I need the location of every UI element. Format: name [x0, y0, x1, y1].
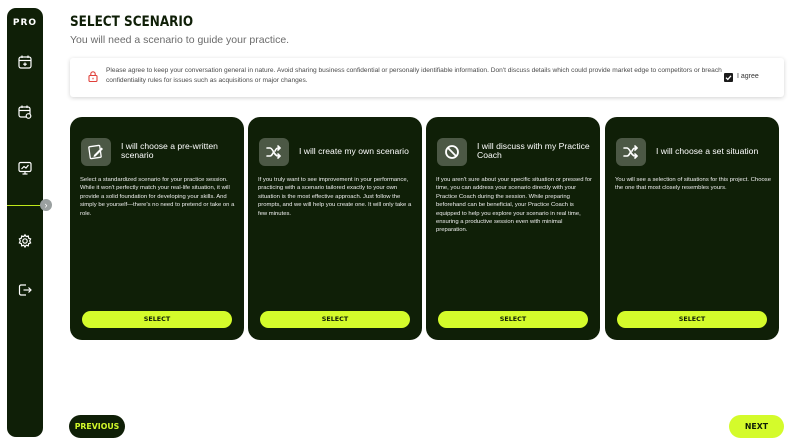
scenario-card-prewritten[interactable]: [70, 117, 244, 340]
card-description: Select a standardized scenario for your practice session. While it won't perfectly match your real-life situation, it will provide a solid foundation for developing your skills. And simply be yourself—there's no need to pretend or take on a role.: [80, 177, 235, 217]
shuffle-icon: [259, 138, 289, 166]
settings-icon[interactable]: [17, 233, 33, 249]
scenario-card-practice-coach[interactable]: [426, 117, 600, 340]
next-button[interactable]: NEXT: [729, 415, 784, 438]
select-button[interactable]: SELECT: [617, 311, 767, 328]
previous-button[interactable]: PREVIOUS: [69, 415, 125, 438]
calendar-settings-icon[interactable]: [17, 104, 33, 120]
agreement-text: Please agree to keep your conversation general in nature. Avoid sharing business confidential or personally identifiable information. Don't discuss details which could provide market edge to competitors or breach confidentiality rules for issues such as acquisitions or major changes.: [106, 67, 722, 84]
scenario-card-set-situation[interactable]: [605, 117, 779, 340]
scenario-card-create-own[interactable]: [248, 117, 422, 340]
card-description: You will see a selection of situations for this project. Choose the one that most closely resembles yours.: [615, 177, 771, 192]
card-description: If you truly want to see improvement in your performance, practicing with a scenario tailored exactly to your own situation is the most effective approach. Just follow the prompts, and we will help you create one. It will only take a few minutes.: [258, 177, 412, 217]
card-title: I will choose a pre-written scenario: [121, 141, 218, 160]
prohibited-icon: [437, 138, 467, 166]
agree-label[interactable]: I agree: [737, 73, 759, 80]
agree-checkbox[interactable]: [724, 73, 733, 82]
sidebar: [7, 8, 48, 437]
chevron-right-icon[interactable]: ›: [40, 199, 52, 211]
logout-icon[interactable]: [17, 282, 33, 298]
card-description: If you aren't sure about your specific situation or pressed for time, you can address your scenario directly with your Practice Coach during the session. While preparing beforehand can be beneficial, your Practice Coach is equipped to help you explore your scenario in real time, ensuring a productive session even with minimal preparation.: [436, 177, 592, 234]
calendar-plus-icon[interactable]: [17, 54, 33, 70]
select-button[interactable]: SELECT: [438, 311, 588, 328]
page-subtitle: You will need a scenario to guide your practice.: [70, 34, 290, 46]
select-button[interactable]: SELECT: [82, 311, 232, 328]
select-button[interactable]: SELECT: [260, 311, 410, 328]
shuffle-icon: [616, 138, 646, 166]
card-title: I will create my own scenario: [299, 146, 409, 156]
card-title: I will choose a set situation: [656, 146, 759, 156]
edit-document-icon: [81, 138, 111, 166]
page-title: SELECT SCENARIO: [70, 14, 194, 30]
privacy-agreement-banner: [70, 58, 784, 97]
presentation-icon[interactable]: [17, 160, 33, 176]
card-title: I will discuss with my Practice Coach: [477, 141, 590, 160]
app-logo: PRO: [12, 18, 38, 28]
lock-icon: [88, 71, 98, 82]
sidebar-divider: [7, 205, 40, 206]
